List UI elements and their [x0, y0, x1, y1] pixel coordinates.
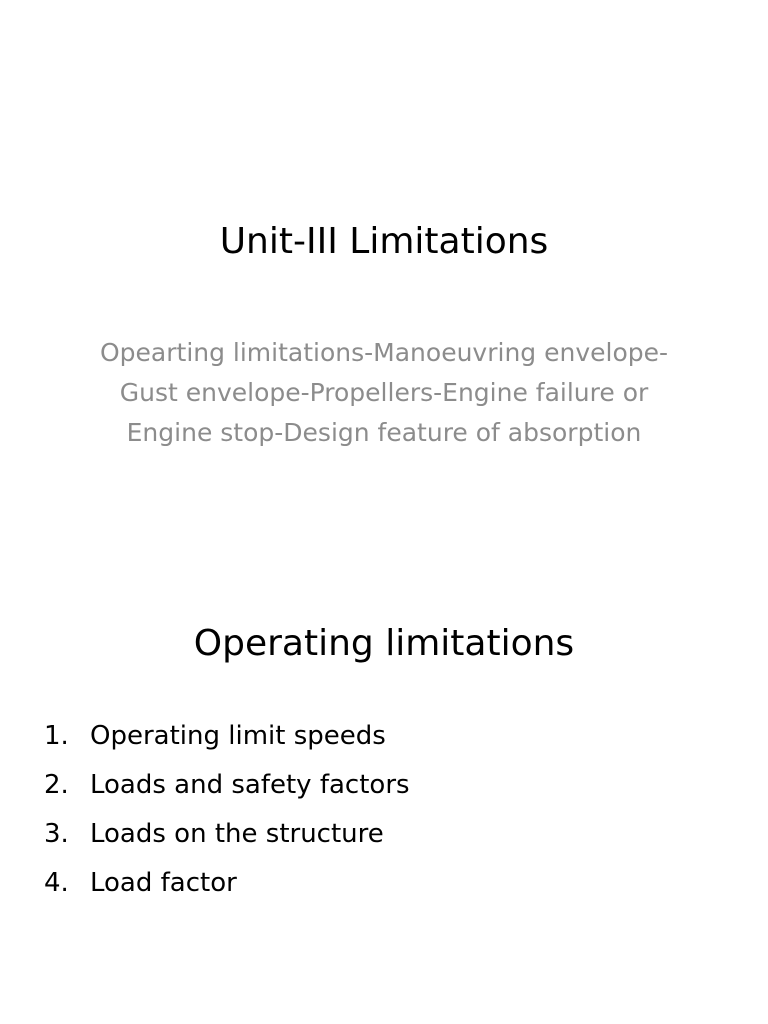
- list-item-text: Load factor: [90, 868, 237, 898]
- list-item: [44, 712, 410, 761]
- list-item-text: Loads and safety factors: [90, 770, 410, 800]
- list-item-text: Loads on the structure: [90, 819, 384, 849]
- slide-1-subtitle: [40, 333, 728, 453]
- slide-2: [0, 512, 768, 1024]
- list-item-number: 3.: [44, 819, 69, 849]
- list-item-number: 4.: [44, 868, 69, 898]
- subtitle-line: Opearting limitations-Manoeuvring envelope-: [99, 338, 669, 367]
- list-item: [44, 761, 410, 810]
- slide-2-title: Operating limitations: [193, 623, 575, 664]
- subtitle-line: Gust envelope-Propellers-Engine failure or: [119, 378, 649, 407]
- slide-1-title: Unit-III Limitations: [219, 221, 549, 262]
- list-item-number: 2.: [44, 770, 69, 800]
- subtitle-line: Engine stop-Design feature of absorption: [126, 418, 642, 447]
- list-item-number: 1.: [44, 721, 69, 751]
- list-item: [44, 859, 410, 908]
- list-item-text: Operating limit speeds: [90, 721, 386, 751]
- list-item: [44, 810, 410, 859]
- operating-limitations-list: [44, 712, 410, 908]
